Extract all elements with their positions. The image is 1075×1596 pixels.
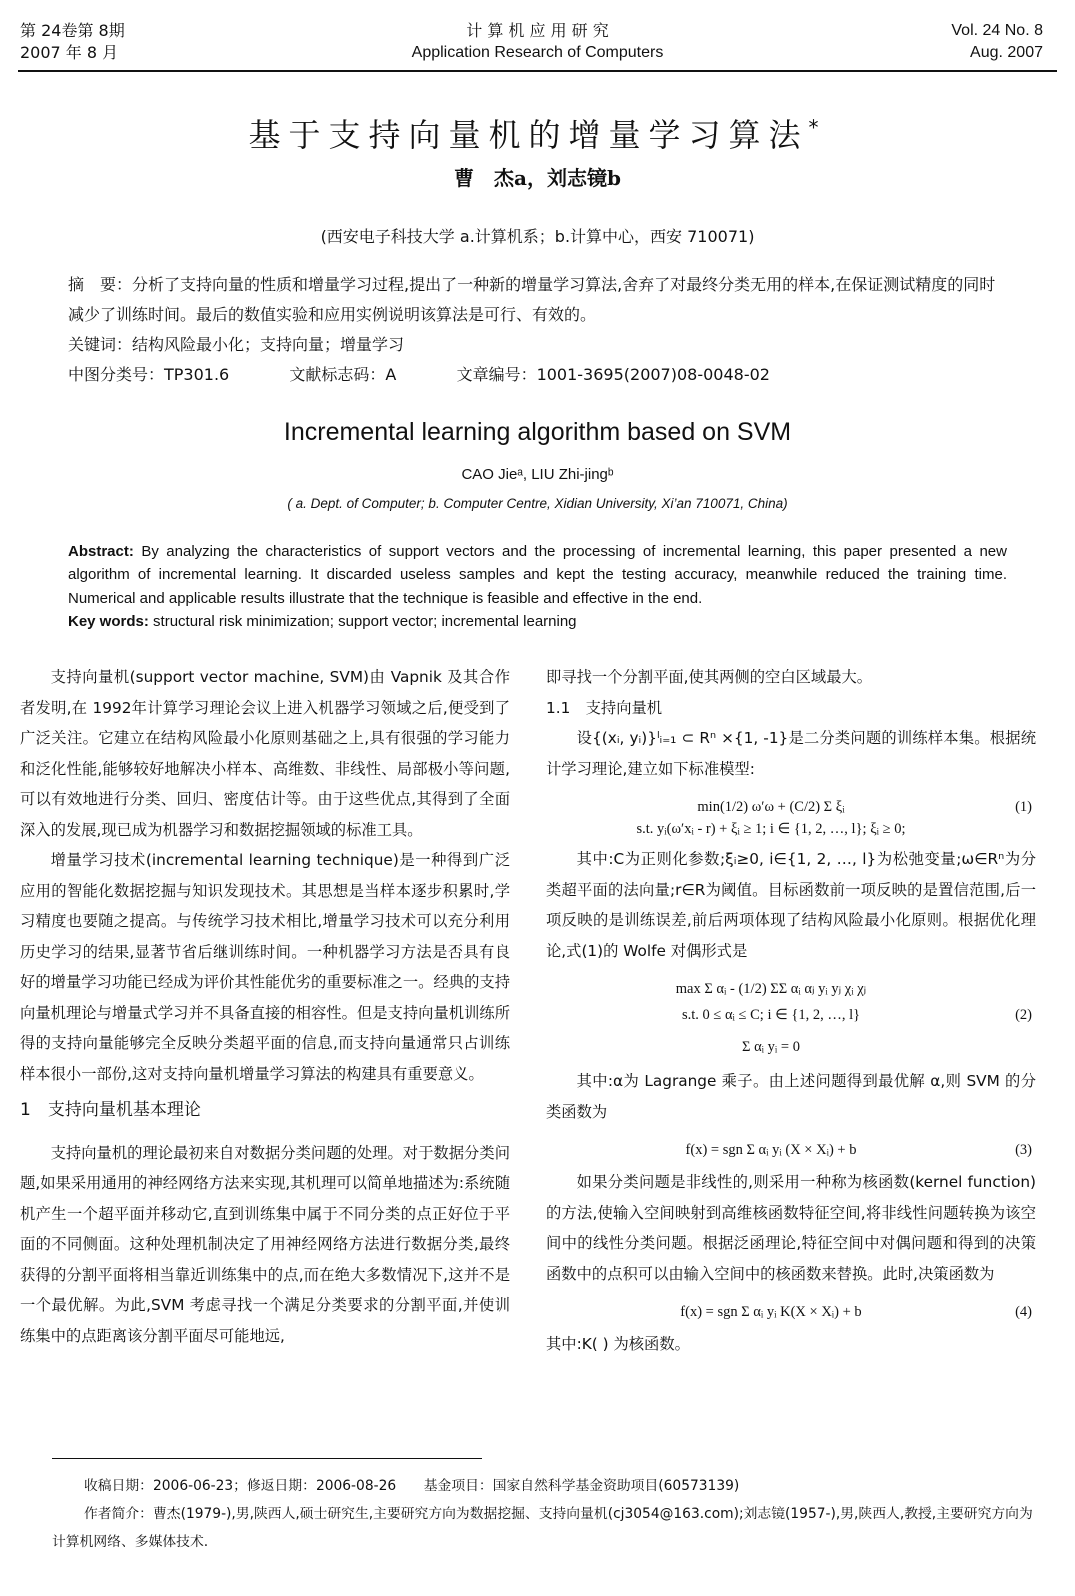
title-text: 基于支持向量机的增量学习算法 <box>248 116 809 154</box>
footnote-block <box>52 1472 1045 1556</box>
intro-paragraph-1: 支持向量机(support vector machine, SVM)由 Vapnik 及其合作者发明,在 1992年计算学习理论会议上进入机器学习领域之后,便受到了广泛关注。它建立在结构风险最小化原则基础之上,具有很强的学习能力和泛化性能,能够较好地解决小样本、高维数、非线性、局部极小等问题,可以有效地进行分类、回归、密度估计等。由于这些优点,其得到了全面深入的发展,现已成为机器学习和数据挖掘领域的标准工具。 <box>20 668 510 839</box>
classification-code: 中图分类号：TP301.6 <box>68 365 230 384</box>
continuation-text: 即寻找一个分割平面,使其两侧的空白区域最大。 <box>546 668 873 686</box>
equation-2-constraint-2 <box>546 1030 1036 1066</box>
equation-4 <box>546 1289 1036 1329</box>
equation-4-body: f(x) = sgn Σ αᵢ yᵢ K(X × Xᵢ) + b <box>680 1304 862 1320</box>
article-number: 文章编号：1001-3695(2007)08-0048-02 <box>456 365 770 384</box>
keywords-cn: 关键词：结构风险最小化；支持向量；增量学习 <box>68 335 405 354</box>
document-code: 文献标志码：A <box>289 365 397 384</box>
equation-1-condition: s.t. yᵢ(ω′xᵢ - r) + ξᵢ ≥ 1; i ∈ {1, 2, …, l}; ξᵢ ≥ 0; <box>636 821 906 837</box>
classifier-paragraph: 其中:α为 Lagrange 乘子。由上述问题得到最优解 α,则 SVM 的分类函数为 <box>546 1072 1036 1121</box>
abstract-cn: 摘 要：分析了支持向量的性质和增量学习过程,提出了一种新的增量学习算法,舍弃了对最终分类无用的样本,在保证测试精度的同时减少了训练时间。最后的数值实验和应用实例说明该算法是可行、有效的。 <box>68 275 996 324</box>
abstract-en-block <box>68 540 1007 634</box>
model-paragraph: 设{(xᵢ, yᵢ)}ˡᵢ₌₁ ⊂ Rⁿ ×{1, -1}是二分类问题的训练样本集。根据统计学习理论,建立如下标准模型: <box>546 729 1036 778</box>
equation-2-constraint-1 <box>546 1000 1036 1030</box>
equation-2-condition-2: Σ αᵢ yᵢ = 0 <box>742 1039 800 1055</box>
footnote-bio: 作者简介：曹杰(1979-),男,陕西人,硕士研究生,主要研究方向为数据挖掘、支持向量机(cj3054@163.com);刘志镜(1957-),男,陕西人,教授,主要研究方向为计算机网络、多媒体技术. <box>52 1506 1033 1550</box>
journal-volume-en <box>951 20 1043 64</box>
abstract-en-label: Abstract: <box>68 543 134 560</box>
title-en: Incremental learning algorithm based on SVM <box>283 418 792 446</box>
equation-2-body: max Σ αᵢ - (1/2) ΣΣ αᵢ αⱼ yᵢ yⱼ χᵢ χⱼ <box>675 981 867 997</box>
equation-2 <box>546 966 1036 1000</box>
kernel-paragraph: 如果分类问题是非线性的,则采用一种称为核函数(kernel function)的方法,使输入空间映射到高维核函数特征空间,将非线性问题转换为该空间中的线性分类问题。根据泛函理论,特征空间中对偶问题和得到的决策函数中的点积可以由输入空间中的核函数来替换。此时,决策函数为 <box>546 1173 1036 1283</box>
page-title <box>0 110 1075 156</box>
keywords-en <box>68 610 1007 633</box>
equation-4-number: (4) <box>1015 1304 1032 1320</box>
right-column <box>546 662 1036 1360</box>
classification-line <box>68 360 1007 390</box>
equation-1-constraint <box>546 814 1036 844</box>
authors-en: CAO Jieᵃ, LIU Zhi-jingᵇ <box>461 466 614 483</box>
journal-name <box>0 20 1075 64</box>
intro-paragraph-2: 增量学习技术(incremental learning technique)是一种得到广泛应用的智能化数据挖掘与知识发现技术。其思想是当样本逐步积累时,学习精度也要随之提高。与传统学习技术相比,增量学习技术可以充分利用历史学习的结果,显著节省后继训练时间。一种机器学习方法是否具有良好的增量学习功能已经成为评价其性能优劣的重要标准之一。经典的支持向量机理论与增量式学习并不具备直接的相容性。但是支持向量机训练所得的支持向量能够完全反映分类超平面的信息,而支持向量通常只占训练样本很小一部份,这对支持向量机增量学习算法的构建具有重要意义。 <box>20 851 510 1083</box>
header-rule <box>18 70 1057 72</box>
section-1-paragraph: 支持向量机的理论最初来自对数据分类问题的处理。对于数据分类问题,如果采用通用的神经网络方法来实现,其机理可以简单地描述为:系统随机产生一个超平面并移动它,直到训练集中属于不同分类的点正好位于平面的不同侧面。这种处理机制决定了用神经网络方法进行数据分类,最终获得的分割平面将相当靠近训练集中的点,而在绝大多数情况下,这并不是一个最优解。为此,SVM 考虑寻找一个满足分类要求的分割平面,并使训练集中的点距离该分割平面尽可能地远, <box>20 1143 510 1345</box>
kernel-definition: 其中:K( ) 为核函数。 <box>546 1335 690 1353</box>
subsection-1-1-heading: 1.1 支持向量机 <box>546 698 663 717</box>
abstract-en-text: By analyzing the characteristics of support vectors and the processing of incremental learning, this paper presented a new algorithm of incremental learning. It discarded useless samples and kept the testing accuracy, meanwhile reduced the training time. Numerical and applicable results illustrate that the technique is feasible and effective in the end. <box>68 543 1007 607</box>
equation-3-body: f(x) = sgn Σ αᵢ yᵢ (X × Xᵢ) + b <box>685 1142 857 1158</box>
volume-number: Vol. 24 No. 8 <box>951 22 1043 39</box>
title-footnote-mark: * <box>808 115 827 140</box>
equation-3 <box>546 1127 1036 1167</box>
keywords-en-text: structural risk minimization; support vector; incremental learning <box>153 613 577 631</box>
volume-date: Aug. 2007 <box>970 44 1043 61</box>
authors-cn: 曹 杰a，刘志镜b <box>454 166 621 190</box>
footnote-rule <box>52 1458 482 1459</box>
equation-2-number: (2) <box>1015 1007 1032 1023</box>
affiliation-cn: (西安电子科技大学 a.计算机系；b.计算中心，西安 710071) <box>320 227 755 246</box>
footnote-dates: 收稿日期：2006-06-23；修返日期：2006-08-26 基金项目：国家自然科学基金资助项目(60573139) <box>84 1478 740 1494</box>
abstract-cn-block <box>68 270 1007 390</box>
equation-3-number: (3) <box>1015 1142 1032 1158</box>
dual-paragraph: 其中:C为正则化参数;ξᵢ≥0, i∈{1, 2, …, l}为松弛变量;ω∈Rⁿ为分类超平面的法向量;r∈R为阈值。目标函数前一项反映的是置信范围,后一项反映的是训练误差,前后两项体现了结构风险最小化原则。根据优化理论,式(1)的 Wolfe 对偶形式是 <box>546 850 1036 960</box>
issue-date: 2007 年 8 月 <box>20 43 119 62</box>
keywords-en-label: Key words: <box>68 613 149 631</box>
section-1-heading: 1 支持向量机基本理论 <box>20 1100 201 1120</box>
equation-2-condition-1: s.t. 0 ≤ αᵢ ≤ C; i ∈ {1, 2, …, l} <box>681 1007 861 1023</box>
abstract-en <box>68 540 1007 610</box>
equation-1-body: min(1/2) ω′ω + (C/2) Σ ξᵢ <box>697 799 845 815</box>
left-column <box>20 662 510 1351</box>
journal-name-en: Application Research of Computers <box>411 44 664 61</box>
equation-1-number: (1) <box>1015 799 1032 815</box>
issue-volume: 第 24卷第 8期 <box>20 21 125 40</box>
journal-name-cn: 计 算 机 应 用 研 究 <box>466 21 609 40</box>
affiliation-en: ( a. Dept. of Computer; b. Computer Centre, Xidian University, Xi’an 710071, China) <box>287 496 788 511</box>
equation-1 <box>546 784 1036 814</box>
